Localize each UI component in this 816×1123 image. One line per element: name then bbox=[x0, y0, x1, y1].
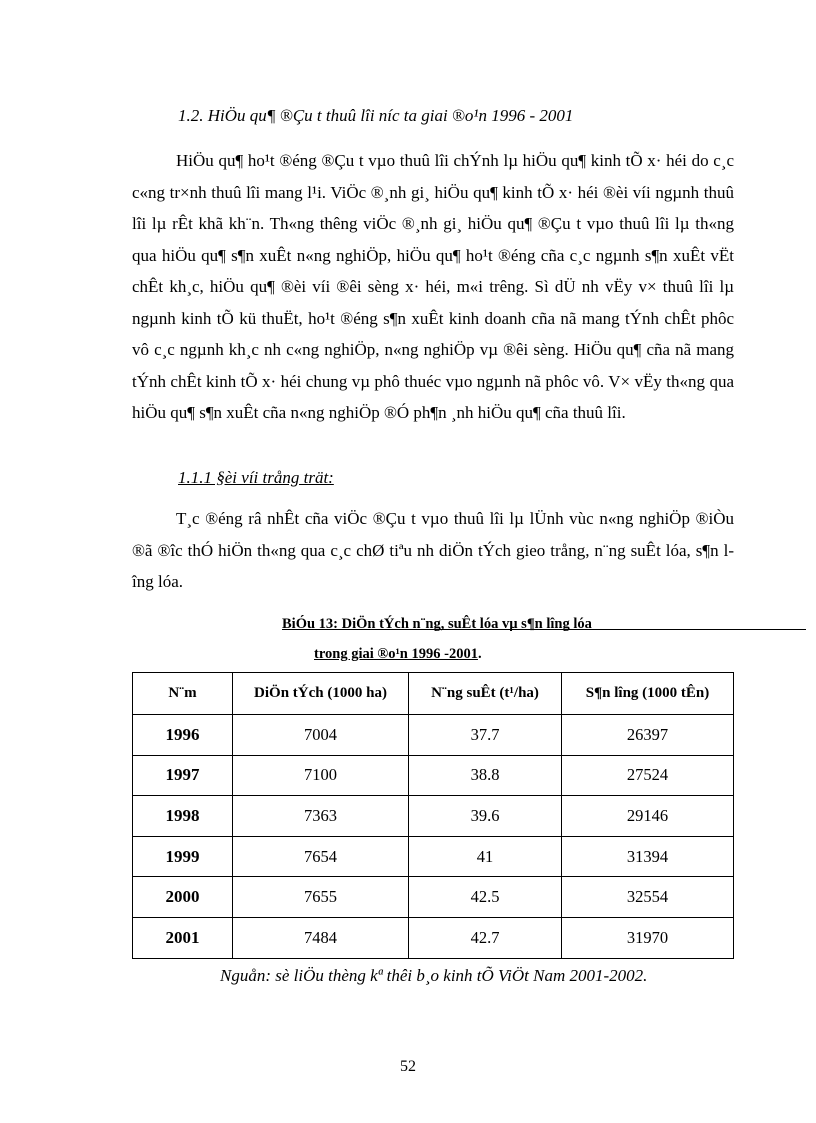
cell-output: 29146 bbox=[562, 796, 734, 837]
caption-underline-rule bbox=[282, 629, 806, 630]
cell-yield: 38.8 bbox=[409, 755, 562, 796]
subsection-heading: 1.1.1 §èi víi trång trät: bbox=[178, 468, 334, 487]
table-row bbox=[133, 917, 734, 958]
cell-year: 2000 bbox=[133, 877, 233, 918]
cell-year: 2001 bbox=[133, 917, 233, 958]
cell-output: 31970 bbox=[562, 917, 734, 958]
cell-yield: 42.5 bbox=[409, 877, 562, 918]
cell-area: 7004 bbox=[233, 715, 409, 756]
header-output: S¶n lîng (1000 tÊn) bbox=[562, 673, 734, 715]
cell-area: 7654 bbox=[233, 836, 409, 877]
cell-output: 31394 bbox=[562, 836, 734, 877]
table-caption-line-2-text: trong giai ®o¹n 1996 -2001 bbox=[314, 646, 478, 662]
cell-area: 7100 bbox=[233, 755, 409, 796]
body-paragraph-2 bbox=[132, 503, 734, 598]
cell-area: 7363 bbox=[233, 796, 409, 837]
table-row bbox=[133, 877, 734, 918]
statistics-table bbox=[132, 672, 734, 959]
section-heading: 1.2. HiÖu qu¶ ®Çu t thuû lîi níc ta giai ®o¹n 1996 - 2001 bbox=[178, 106, 574, 125]
cell-output: 32554 bbox=[562, 877, 734, 918]
cell-output: 27524 bbox=[562, 755, 734, 796]
table-row bbox=[133, 755, 734, 796]
cell-output: 26397 bbox=[562, 715, 734, 756]
table-caption-line-2 bbox=[314, 646, 482, 663]
table-caption-line-1: BiÓu 13: DiÖn tÝch n¨ng, suÊt lóa vµ s¶n lîng lóa bbox=[282, 616, 592, 632]
table-row bbox=[133, 715, 734, 756]
table-caption-period: . bbox=[477, 646, 482, 662]
cell-area: 7484 bbox=[233, 917, 409, 958]
cell-year: 1999 bbox=[133, 836, 233, 877]
source-note: Nguån: sè liÖu thèng kª thêi b¸o kinh tÕ ViÖt Nam 2001-2002. bbox=[220, 966, 648, 985]
table-row bbox=[133, 796, 734, 837]
table-row bbox=[133, 836, 734, 877]
cell-yield: 41 bbox=[409, 836, 562, 877]
page-number: 52 bbox=[400, 1058, 416, 1075]
paragraph-1-text: HiÖu qu¶ ho¹t ®éng ®Çu t vµo thuû lîi chÝnh lµ hiÖu qu¶ kinh tÕ x· héi do c¸c c«ng tr×nh thuû lîi mang l¹i. ViÖc ®¸nh gi¸ hiÖu qu¶ kinh tÕ x· héi ®èi víi ngµnh thuû lîi lµ rÊt khã kh¨n. Th«ng thêng viÖc ®¸nh gi¸ hiÖu qu¶ ®Çu t vµo thuû lîi lµ th«ng qua hiÖu qu¶ s¶n xuÊt n«ng nghiÖp, hiÖu qu¶ ho¹t ®éng cña c¸c ngµnh s¶n xuÊt vËt chÊt kh¸c, hiÖu qu¶ ®èi víi ®êi sèng x· héi, m«i trêng. Sì dÜ nh vËy v× thuû lîi lµ ngµnh kinh tÕ kü thuËt, ho¹t ®éng s¶n xuÊt kinh doanh cña nã mang tÝnh chÊt phôc vô c¸c ngµnh kh¸c nh c«ng nghiÖp, n«ng nghiÖp vµ ®êi sèng. HiÖu qu¶ cña nã mang tÝnh chÊt kinh tÕ x· héi chung vµ phô thuéc vµo ngµnh nã phôc vô. V× vËy th«ng qua hiÖu qu¶ s¶n xuÊt cña n«ng nghiÖp ®Ó ph¶n ¸nh hiÖu qu¶ cña thuû lîi. bbox=[132, 151, 734, 422]
table-header-row bbox=[133, 673, 734, 715]
cell-yield: 42.7 bbox=[409, 917, 562, 958]
cell-year: 1998 bbox=[133, 796, 233, 837]
cell-yield: 37.7 bbox=[409, 715, 562, 756]
header-area: DiÖn tÝch (1000 ha) bbox=[233, 673, 409, 715]
cell-year: 1996 bbox=[133, 715, 233, 756]
cell-area: 7655 bbox=[233, 877, 409, 918]
cell-year: 1997 bbox=[133, 755, 233, 796]
body-paragraph-1 bbox=[132, 145, 734, 429]
paragraph-2-text: T¸c ®éng râ nhÊt cña viÖc ®Çu t vµo thuû lîi lµ lÜnh vùc n«ng nghiÖp ®iÒu ®ã ®îc thÓ hiÖn th«ng qua c¸c chØ tiªu nh diÖn tÝch gieo trång, n¨ng suÊt lóa, s¶n lîng lóa. bbox=[132, 509, 734, 591]
cell-yield: 39.6 bbox=[409, 796, 562, 837]
header-year: N¨m bbox=[133, 673, 233, 715]
header-yield: N¨ng suÊt (t¹/ha) bbox=[409, 673, 562, 715]
